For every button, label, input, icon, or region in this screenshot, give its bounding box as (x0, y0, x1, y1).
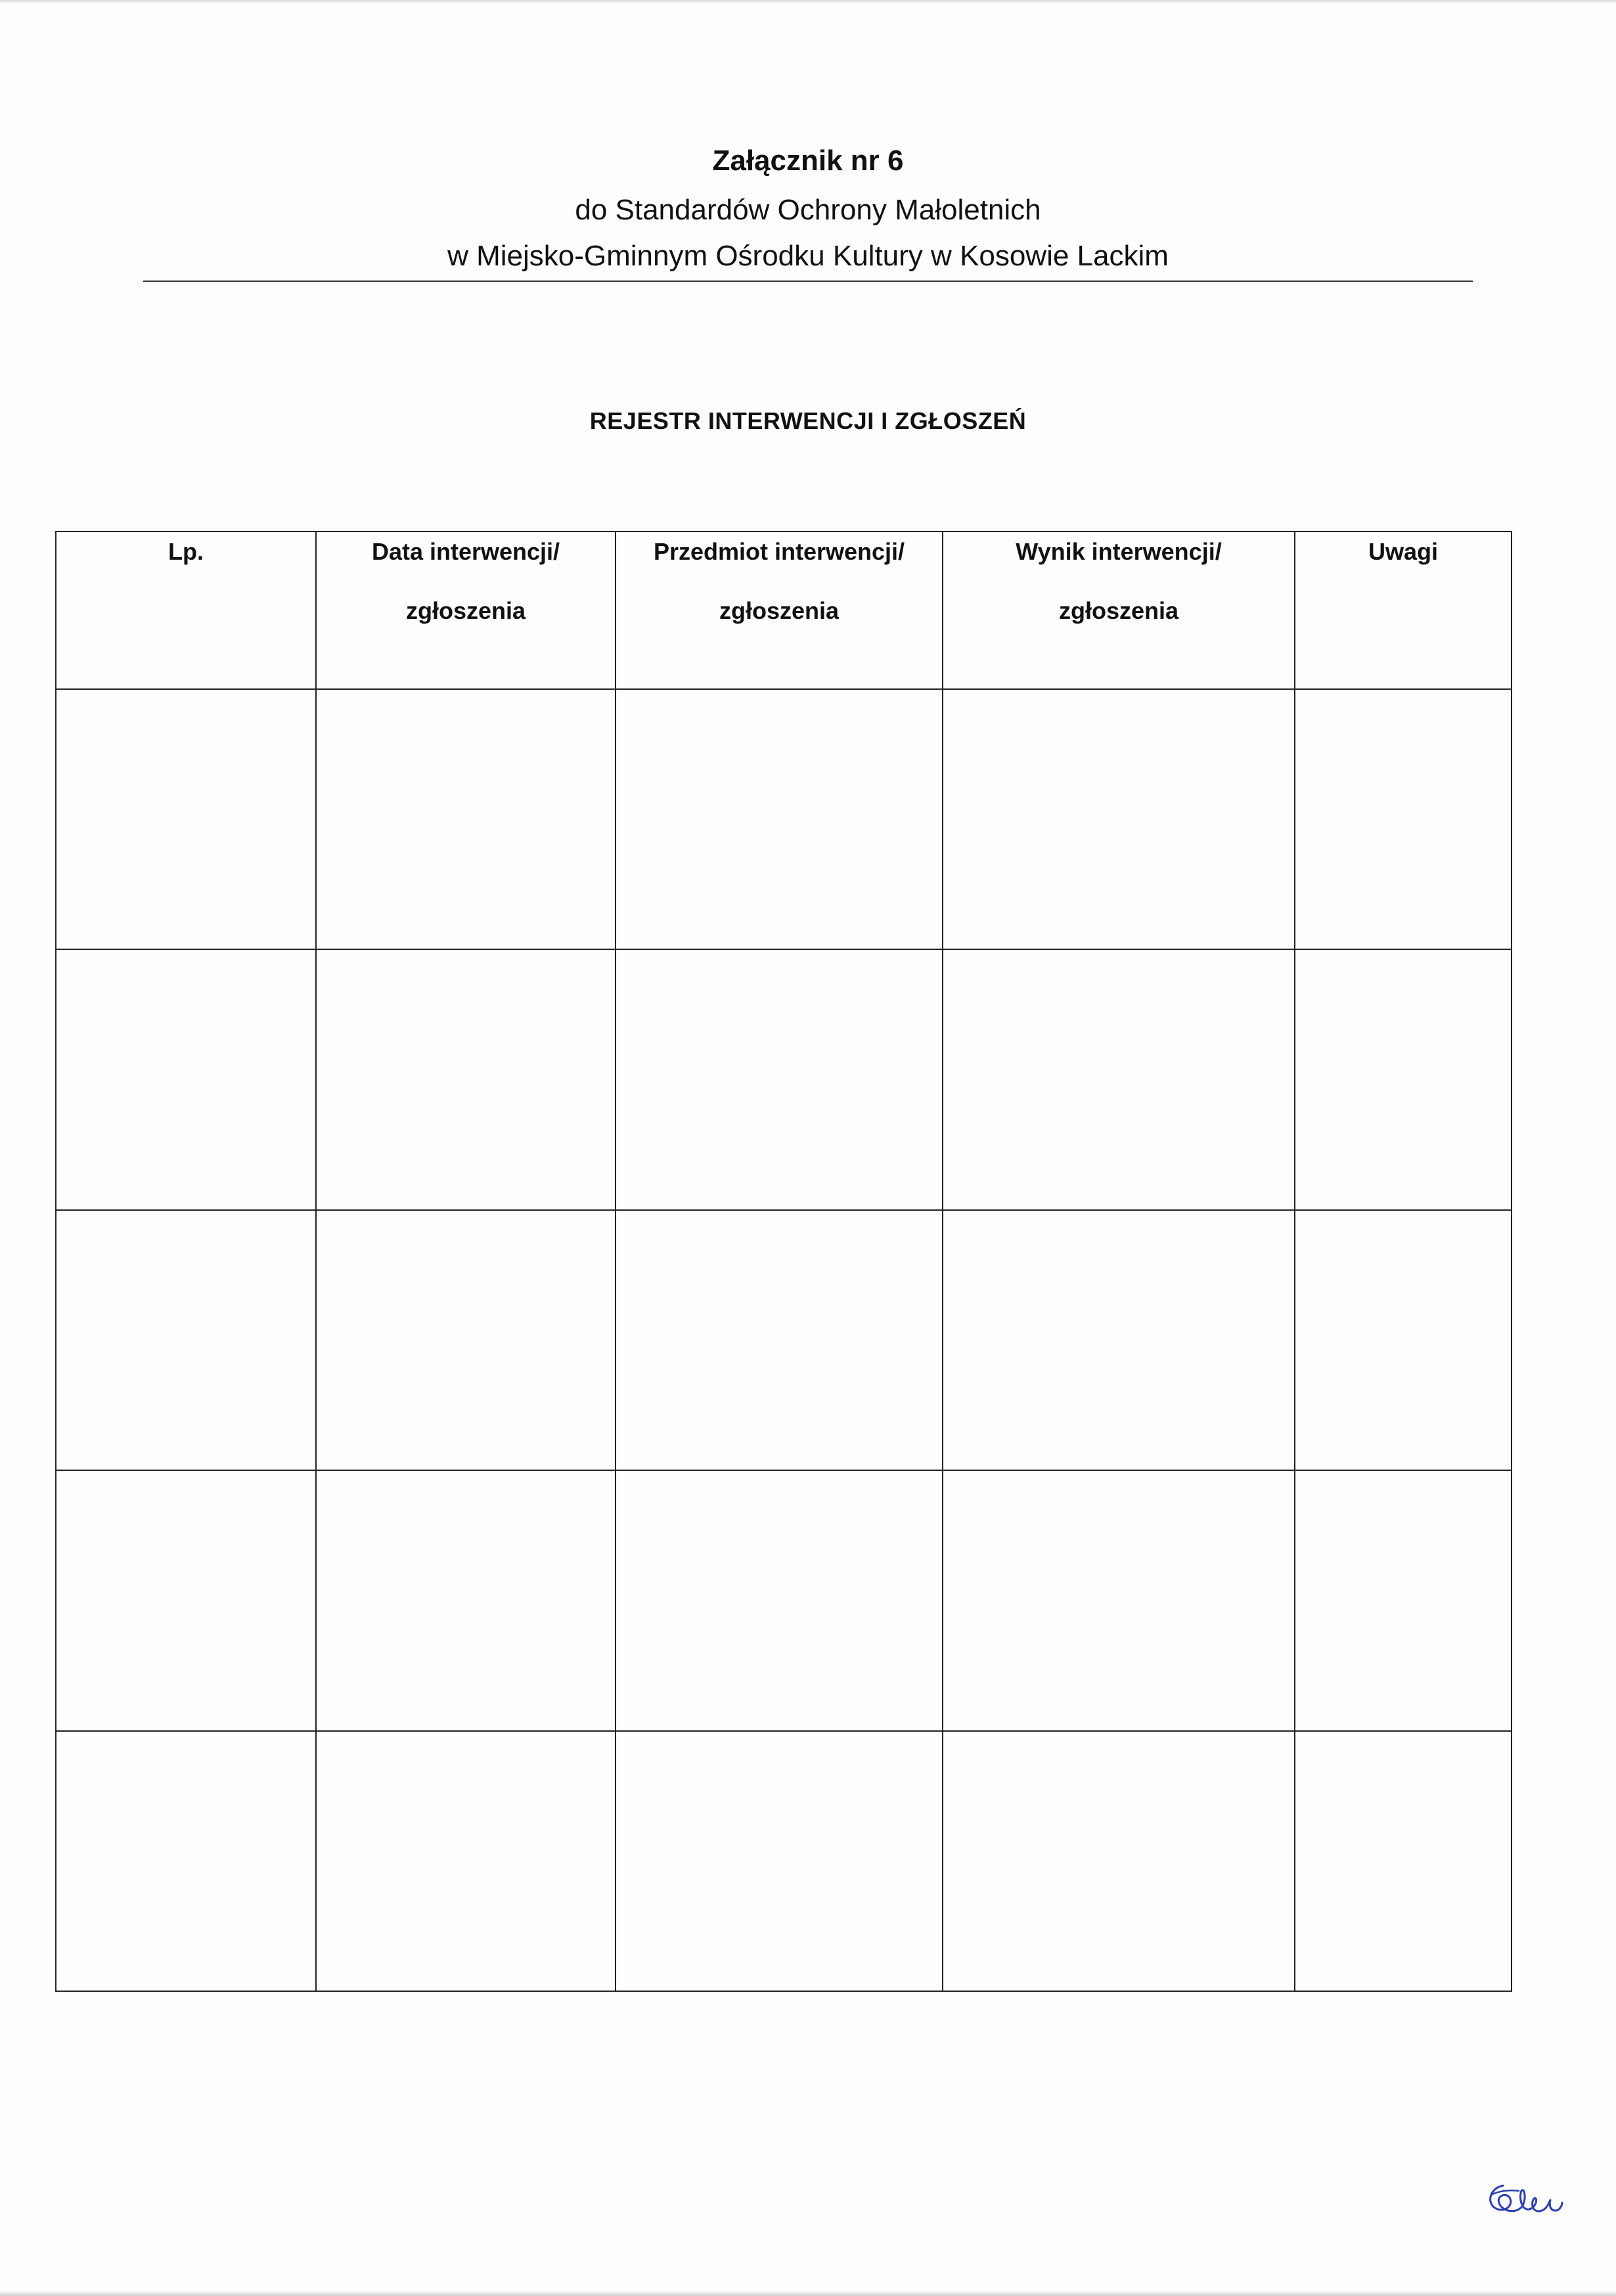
column-header-date (316, 531, 616, 689)
table-cell-subject[interactable] (616, 1470, 943, 1730)
register-title: REJESTR INTERWENCJI I ZGŁOSZEŃ (589, 407, 1027, 434)
column-header-label: Wynik interwencji/ (1016, 538, 1222, 565)
table-cell-date[interactable] (316, 1731, 616, 1991)
column-header-label-line2: zgłoszenia (405, 597, 526, 624)
table-cell-notes[interactable] (1295, 949, 1512, 1209)
table-cell-notes[interactable] (1295, 689, 1512, 949)
header-line-1: do Standardów Ochrony Małoletnich (575, 194, 1041, 226)
table-cell-lp[interactable] (56, 1470, 316, 1730)
table-cell-lp[interactable] (56, 949, 316, 1209)
scan-top-edge (0, 0, 1616, 4)
table-cell-subject[interactable] (616, 1731, 943, 1991)
table-row (56, 1470, 1512, 1730)
table-cell-notes[interactable] (1295, 1731, 1512, 1991)
table-cell-notes[interactable] (1295, 1470, 1512, 1730)
table-cell-date[interactable] (316, 1470, 616, 1730)
table-cell-date[interactable] (316, 1210, 616, 1470)
column-header-subject (616, 531, 943, 689)
table-row (56, 689, 1512, 949)
column-header-label-line2: zgłoszenia (719, 597, 840, 624)
table-cell-subject[interactable] (616, 689, 943, 949)
table-cell-result[interactable] (943, 1470, 1295, 1730)
handwritten-initials-signature (1483, 2171, 1569, 2230)
column-header-label: Uwagi (1368, 538, 1438, 565)
table-row (56, 1731, 1512, 1991)
table-row (56, 949, 1512, 1209)
scan-bottom-edge (0, 2291, 1616, 2296)
table-cell-result[interactable] (943, 1731, 1295, 1991)
table-cell-subject[interactable] (616, 949, 943, 1209)
table-cell-lp[interactable] (56, 1731, 316, 1991)
column-header-label: Przedmiot interwencji/ (653, 538, 905, 565)
table-cell-result[interactable] (943, 689, 1295, 949)
column-header-label-line2: zgłoszenia (1058, 597, 1179, 624)
table-cell-notes[interactable] (1295, 1210, 1512, 1470)
column-header-label: Lp. (168, 538, 204, 565)
table-cell-result[interactable] (943, 1210, 1295, 1470)
table-cell-date[interactable] (316, 949, 616, 1209)
column-header-label: Data interwencji/ (371, 538, 560, 565)
table-header-row (56, 531, 1512, 689)
header-line-2: w Miejsko-Gminnym Ośrodku Kultury w Kosowie Lackim (447, 240, 1169, 272)
column-header-lp (56, 531, 316, 689)
register-table (55, 531, 1512, 1992)
table-cell-subject[interactable] (616, 1210, 943, 1470)
column-header-result (943, 531, 1295, 689)
annex-number: Załącznik nr 6 (712, 145, 904, 177)
header-divider (143, 281, 1473, 282)
table-cell-result[interactable] (943, 949, 1295, 1209)
table-row (56, 1210, 1512, 1470)
column-header-notes (1295, 531, 1512, 689)
table-cell-lp[interactable] (56, 1210, 316, 1470)
document-header (143, 135, 1473, 279)
table-cell-lp[interactable] (56, 689, 316, 949)
table-cell-date[interactable] (316, 689, 616, 949)
